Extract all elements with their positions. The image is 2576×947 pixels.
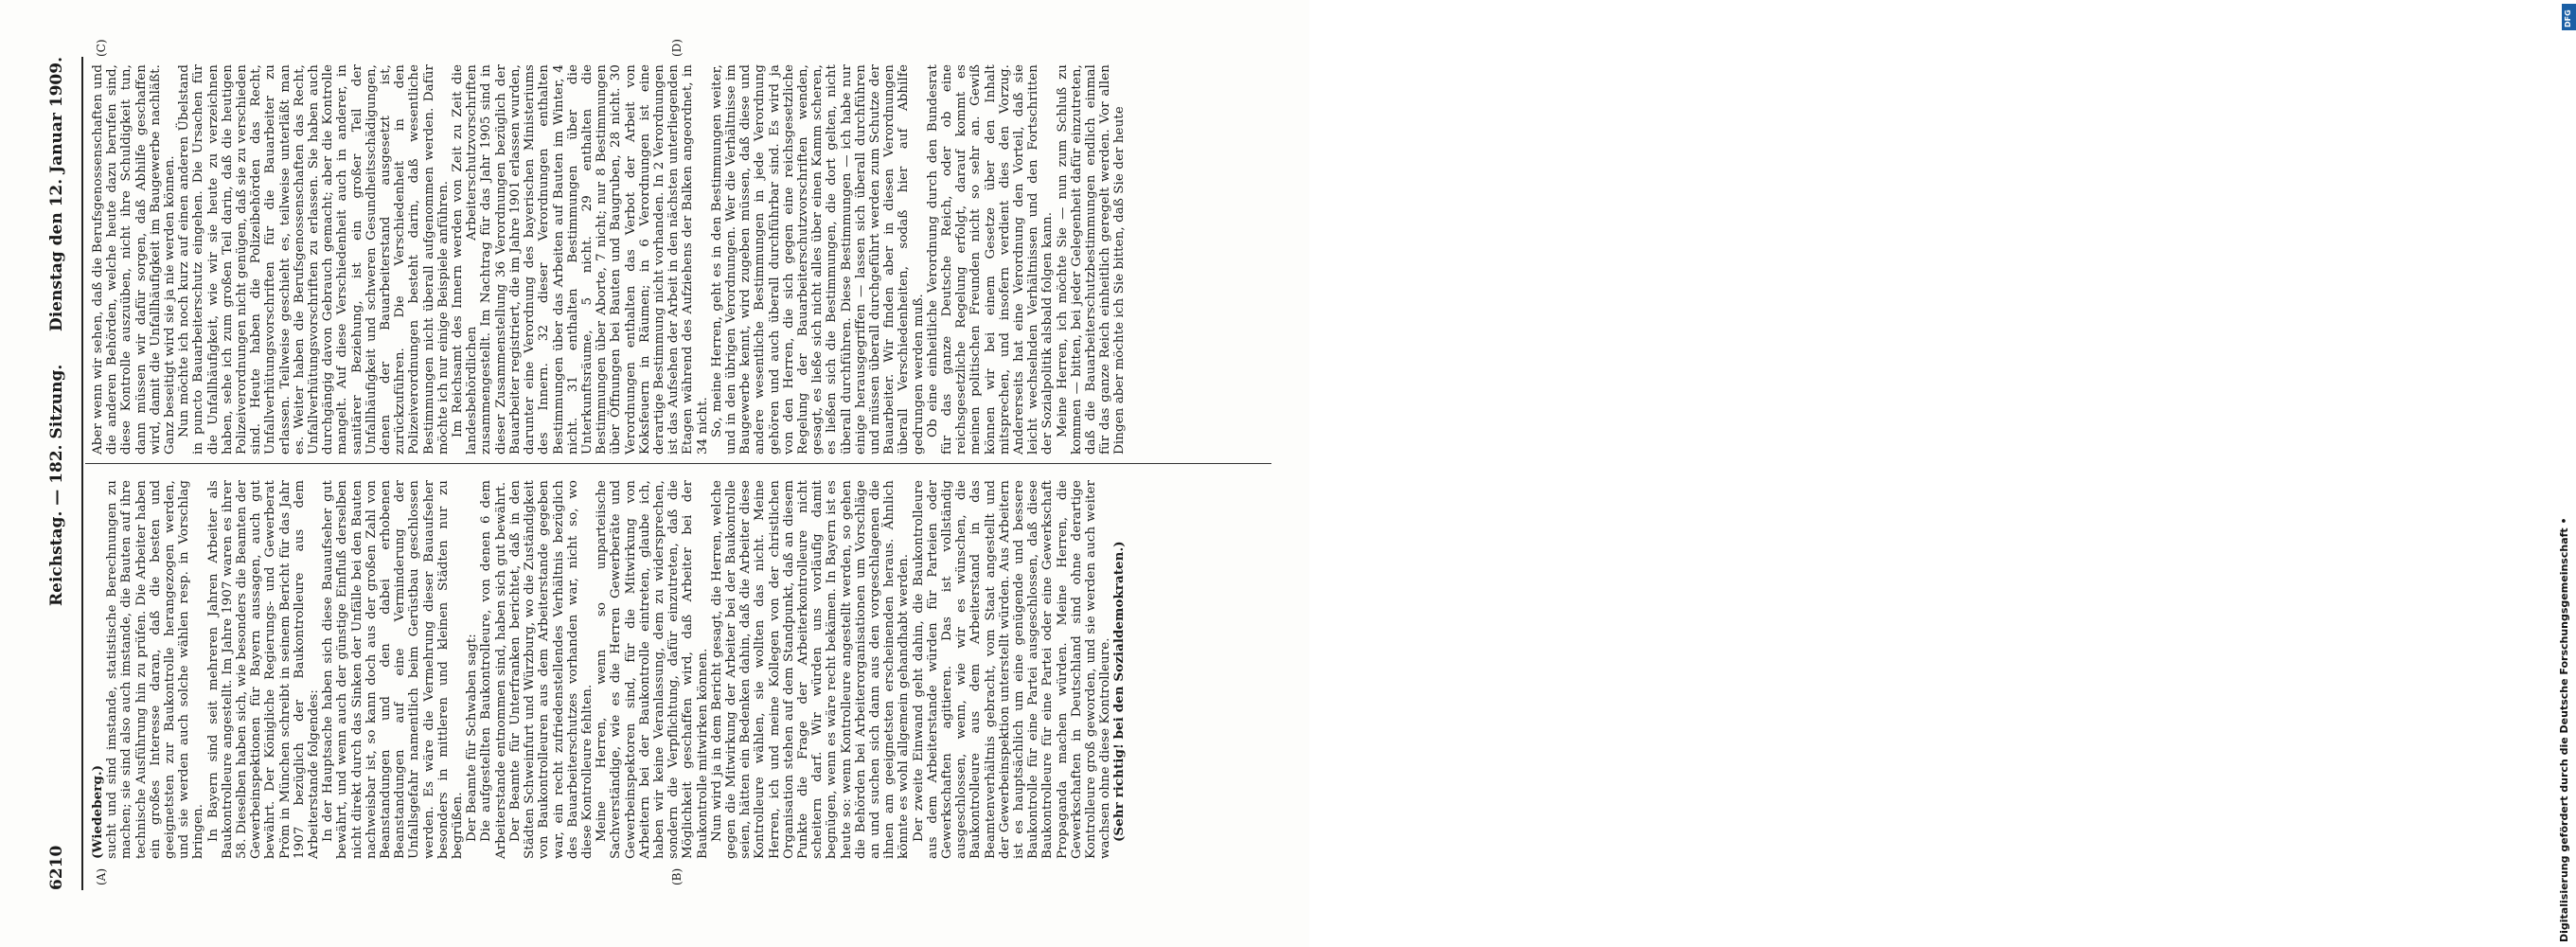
margin-marker-d: (D) [670,39,684,57]
margin-marker-a: (A) [95,867,108,885]
paragraph: In Bayern sind seit mehreren Jahren Arbeiter als Baukontrolleure angestellt. Im Jahre 1907 waren es ihrer 58. Dieselben haben sich, wie besonders die Beamten der Gewerbeinspektionen für Bayern aussagen, auch gut bewährt. Der Königliche Regierungs- und Gewerberat Pröm in München schreibt in seinem Bericht für das Jahr 1907 bezüglich der Baukontrolleure aus dem Arbeiterstande folgendes: [205,480,322,859]
paragraph: Ob eine einheitliche Verordnung durch den Bundesrat für das ganze Deutsche Reich, oder ob eine reichsgesetzliche Regelung erfolgt, darauf kommt es meinen politischen Freunden nicht so sehr an. Gewiß können wir bei einem Gesetze über den Inhalt mitsprechen, und insofern verdient dies den Vorzug. Andererseits hat eine Verordnung den Vorteil, daß sie leicht wechselnden Verhältnissen und den Fortschritten der Sozialpolitik alsbald folgen kann. [925,64,1056,455]
paragraph: Der zweite Einwand geht dahin, die Baukontrolleure aus dem Arbeiterstande würden für Parteien oder Gewerkschaften agitieren. Das ist vollständig ausgeschlossen, wenn, wie wir es wünschen, die Baukontrolleure aus dem Arbeiterstand in das Beamtenverhältnis gebracht, vom Staat angestellt und der Gewerbeinspektion unterstellt würden. Aus Arbeitern ist es hauptsächlich um eine genügende und bessere Baukontrolle für eine Partei ausgeschlossen, daß diese Baukontrolleure für eine Partei oder eine Gewerkschaft Propaganda machen würden. Meine Herren, die Gewerkschaften in Deutschland sind ohne derartige Kontrolleure groß geworden, und sie werden auch weiter wachsen ohne diese Kontrolleure. [911,480,1113,859]
paragraph: Der Beamte für Schwaben sagt: [465,634,480,842]
header-rule [81,57,83,890]
paragraph: Der Beamte für Unterfranken berichtet, daß in den Städten Schweinfurt und Würzburg, wo die Zuständigkeit von Baukontrolleuren aus dem Arbeiterstande gegeben war, ein recht zufriedenstellendes Verhältnis bezüglich des Bauarbeiterschutzes vorhanden war, nicht so, wo diese Kontrolleure fehlten. [507,480,595,859]
right-column [91,64,1128,455]
margin-marker-c: (C) [95,39,108,57]
page-header [47,57,76,890]
speaker-name: (Wiedeberg.) [90,764,105,859]
paragraph: Meine Herren, ich möchte Sie — nun zum Schluß zu kommen — bitten, bei jeder Gelegenheit dafür einzutreten, daß die Bauarbeiterschutzbestimmungen endlich einmal für das ganze Reich einheitlich geregelt werden. Vor allen Dingen aber möchte ich Sie bitten, daß Sie der heute [1055,64,1128,455]
interjection: (Sehr richtig! bei den Sozialdemokraten.) [1111,541,1128,842]
funding-credit: Digitalisierung gefördert durch die Deutsche Forschungsgemeinschaft • [2558,517,2570,942]
left-column [91,480,1128,859]
paragraph: sucht und sind imstande, statistische Berechnungen zu machen; sie sind also auch imstande, die Bauten auf ihre technische Ausführung hin zu prüfen. Die Arbeiter haben ein großes Interesse daran, daß die besten und geeignetsten zur Baukontrolle herangezogen werden, und sie werden auch solche wählen resp. in Vorschlag bringen. [105,480,206,859]
paragraph: Aber wenn wir sehen, daß die Berufsgenossenschaften und die anderen Behörden, welche heute dazu berufen sind, diese Kontrolle auszuüben, nicht ihre Schuldigkeit tun, dann müssen wir dafür sorgen, daß Abhilfe geschaffen wird, damit die Unfallhäufigkeit im Baugewerbe nachläßt. Ganz beseitigt wird sie ja nie werden können. [91,64,178,455]
page-number: 6210 [47,845,66,890]
paragraph: So, meine Herren, geht es in den Bestimmungen weiter, und in den übrigen Verordnungen. Wer die Verhältnisse im Baugewerbe kennt, wird zugeben müssen, daß diese und andere wesentliche Bestimmungen in jede Verordnung gehören und auch überall durchführbar sind. Es wird ja von den Herren, die sich gegen eine reichsgesetzliche Regelung der Bauarbeiterschutzvorschriften wenden, gesagt, es ließe sich nicht alles über einen Kamm scheren, es ließen sich die Bestimmungen, die dort gelten, nicht überall durchführen. Diese Bestimmungen — ich habe nur einige herausgegriffen — lassen sich überall durchführen und müssen überall durchgeführt werden zum Schutze der Bauarbeiter. Wir finden aber in diesen Verordnungen überall Verschiedenheiten, sodaß hier auf Abhilfe gedrungen werden muß. [709,64,926,455]
session-title: Reichstag. — 182. Sitzung. [47,364,66,606]
digitization-sidebar [1269,0,2572,947]
column-divider [85,463,1271,464]
paragraph: Nun wird ja in dem Bericht gesagt, die Herren, welche gegen die Mitwirkung der Arbeiter bei der Baukontrolle seien, hätten ein Bedenken dahin, daß die Arbeiter diese Kontrolleure wählen, sie wollten das nicht. Meine Herren, ich und meine Kollegen von der christlichen Organisation stehen auf dem Standpunkt, daß an diesem Punkte die Frage der Arbeiterkontrolleure nicht scheitern darf. Wir würden uns vorläufig damit begnügen, wenn es wäre recht bekämen. In Bayern ist es heute so: wenn Kontrolleure angestellt werden, so gehen die Behörden bei Arbeiterorganisationen um Vorschläge an und suchen sich dann aus den vorgeschlagenen die ihnen am geeignetsten erscheinenden heraus. Ähnlich könnte es wohl allgemein gehandhabt werden. [709,480,912,859]
dfg-logo [2562,4,2576,30]
dfg-logo-text: DFG [2564,9,2572,27]
session-date: Dienstag den 12. Januar 1909. [47,57,66,331]
margin-marker-b: (B) [670,867,684,885]
quote-paragraph: Die aufgestellten Baukontrolleure, von denen 6 dem Arbeiterstande entnommen sind, haben sich gut bewährt. [479,480,508,859]
paragraph: Nun möchte ich noch kurz auf einen anderen Übelstand in puncto Bauarbeiterschutz eingehen. Die Ursachen für die Unfallhäufigkeit, wie wir sie heute zu verzeichnen haben, sehe ich zum großen Teil darin, daß die heutigen Polizeiverordnungen nicht genügen, daß sie zu verschieden sind. Heute haben die Polizeibehörden das Recht, Unfallverhütungsvorschriften für die Bauarbeiter zu erlassen. Teilweise geschieht es, teilweise unterläßt man es. Weiter haben die Berufsgenossenschaften das Recht, Unfallverhütungsvorschriften zu erlassen. Sie haben auch durchgängig davon Gebrauch gemacht; aber die Kontrolle mangelt. Auf diese Verschiedenheit auch in anderer, in sanitärer Beziehung, ist ein großer Teil der Unfallhäufigkeit und schweren Gesundheitsschädigungen, denen der Bauarbeiterstand ausgesetzt ist, zurückzuführen. Die Verschiedenheit in den Polizeiverordnungen besteht darin, daß wesentliche Bestimmungen nicht überall aufgenommen werden. Dafür möchte ich nur einige Beispiele anführen. [177,64,451,455]
quote-paragraph: In der Hauptsache haben sich diese Bauaufseher gut bewährt, und wenn auch der günstige Einfluß derselben nicht direkt durch das Sinken der Unfälle bei den Bauten nachweisbar ist, so kann doch aus der großen Zahl von Beanstandungen und den dabei erhobenen Beanstandungen auf eine Verminderung der Unfallsgefahr namentlich beim Gerüstbau geschlossen werden. Es wäre die Vermehrung dieser Bauaufseher besonders in mittleren und kleinen Städten nur zu begrüßen. [321,480,466,859]
paragraph: Meine Herren, wenn so unparteiische Sachverständige, wie es die Herren Gewerberäte und Gewerbeinspektoren sind, für die Mitwirkung von Arbeitern bei der Baukontrolle eintreten, glaube ich, haben wir keine Veranlassung, dem zu widersprechen, sondern die Verpflichtung, dafür einzutreten, daß die Möglichkeit geschaffen wird, daß Arbeiter bei der Baukontrolle mitwirken können. [595,480,710,859]
paragraph: Im Reichsamt des Innern werden von Zeit zu Zeit die landesbehördlichen Arbeiterschutzvorschriften zusammengestellt. Im Nachtrag für das Jahr 1905 sind in dieser Zusammenstellung 36 Verordnungen bezüglich der Bauarbeiter registriert, die im Jahre 1901 erlassen wurden, darunter eine Verordnung des bayerischen Ministeriums des Innern. 32 dieser Verordnungen enthalten Bestimmungen über das Arbeiten auf Bauten im Winter, 4 nicht. 31 enthalten Bestimmungen über die Unterkunftsräume, 5 nicht. 29 enthalten die Bestimmungen über Aborte, 7 nicht; nur 8 Bestimmungen über Öffnungen bei Bauten und Baugruben, 28 nicht. 30 Verordnungen enthalten das Verbot der Arbeit von Koksfeuern in Räumen; in 6 Verordnungen ist eine derartige Bestimmung nicht vorhanden. In 2 Verordnungen ist das Aufsehen der Arbeit in den nächsten unterliegenden Etagen während des Aufziehens der Balken angeordnet, in 34 nicht. [451,64,710,455]
